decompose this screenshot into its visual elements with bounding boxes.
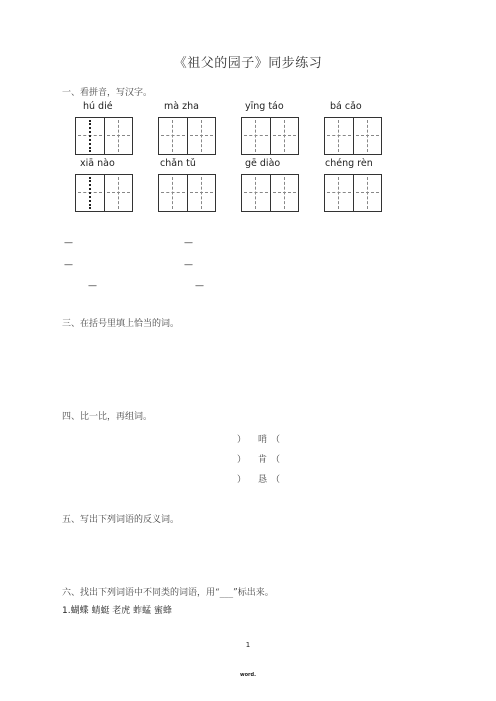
writing-box-3[interactable] [241, 117, 299, 155]
compare-open-2: （ [271, 455, 281, 465]
blank-dash-5: — [88, 281, 97, 291]
compare-char-2: 肯 [258, 455, 268, 465]
writing-box-5[interactable] [75, 174, 133, 212]
section1-heading: 一、看拼音，写汉字。 [62, 88, 153, 98]
blank-dash-3: — [64, 260, 73, 270]
writing-box-6[interactable] [158, 174, 216, 212]
writing-box-4[interactable] [324, 117, 382, 155]
page-number: 1 [245, 641, 251, 649]
writing-box-7[interactable] [241, 174, 299, 212]
compare-char-1: 哨 [258, 435, 268, 445]
section5-heading: 五、写出下列词语的反义词。 [62, 515, 180, 525]
pinyin-1: hú dié [83, 101, 113, 112]
footer-word: word. [240, 672, 256, 678]
pinyin-5: xiā nào [80, 158, 115, 169]
section6-item-1: 1.蝴蝶 蜻蜓 老虎 蚱蜢 蜜蜂 [62, 606, 173, 616]
page-title: 《祖父的园子》同步练习 [173, 56, 323, 71]
blank-dash-4: — [184, 260, 193, 270]
writing-box-8[interactable] [324, 174, 382, 212]
section3-heading: 三、在括号里填上恰当的词。 [62, 319, 180, 329]
pinyin-2: mà zha [164, 101, 199, 112]
pinyin-6: chǎn tǔ [160, 158, 196, 169]
blank-dash-1: — [64, 238, 73, 248]
compare-close-1: ） [237, 435, 247, 445]
compare-open-3: （ [271, 475, 281, 485]
writing-box-1[interactable] [75, 117, 133, 155]
blank-dash-2: — [184, 238, 193, 248]
pinyin-7: gē diào [245, 158, 281, 169]
blank-dash-6: — [195, 281, 204, 291]
section4-heading: 四、比一比，再组词。 [62, 412, 153, 422]
section6-heading: 六、找出下列词语中不同类的词语，用“___”标出来。 [62, 588, 274, 598]
compare-char-3: 恳 [258, 475, 268, 485]
writing-box-2[interactable] [158, 117, 216, 155]
pinyin-3: yīng táo [245, 101, 284, 112]
compare-open-1: （ [271, 435, 281, 445]
pinyin-8: chéng rèn [325, 158, 373, 169]
compare-close-2: ） [237, 455, 247, 465]
compare-close-3: ） [237, 475, 247, 485]
pinyin-4: bá cǎo [330, 101, 362, 112]
